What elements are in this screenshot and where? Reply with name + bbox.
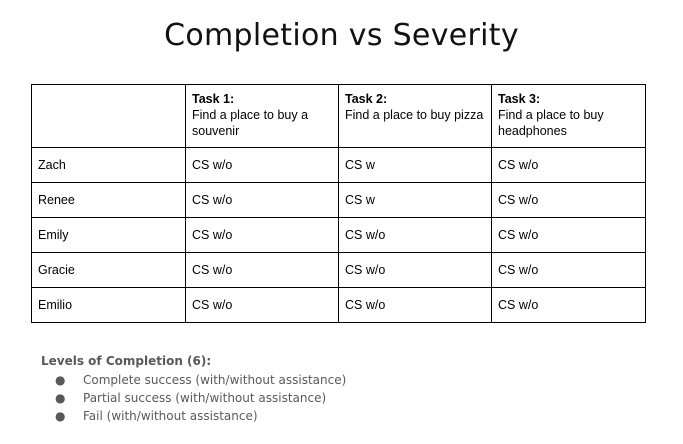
list-item [41, 407, 346, 425]
task-2-label: Task 2: [345, 92, 388, 106]
bullet-icon: ● [55, 391, 66, 405]
result-cell: CS w/o [339, 218, 492, 253]
level-label: Partial success (with/without assistance) [83, 391, 327, 405]
table-corner-cell [32, 85, 186, 148]
result-cell: CS w/o [186, 218, 339, 253]
list-item [41, 371, 346, 389]
table-row [32, 288, 646, 323]
table-row [32, 183, 646, 218]
task-2-header [339, 85, 492, 148]
task-3-header [492, 85, 646, 148]
table-row [32, 253, 646, 288]
completion-levels-legend [41, 354, 346, 425]
bullet-icon: ● [55, 373, 66, 387]
participant-name: Emily [32, 218, 186, 253]
task-2-description: Find a place to buy pizza [345, 108, 484, 122]
task-1-label: Task 1: [192, 92, 235, 106]
result-cell: CS w/o [339, 253, 492, 288]
result-cell: CS w/o [186, 183, 339, 218]
result-cell: CS w [339, 183, 492, 218]
result-cell: CS w/o [339, 288, 492, 323]
task-3-description: Find a place to buy headphones [498, 108, 604, 138]
bullet-icon: ● [55, 409, 66, 423]
table-row [32, 218, 646, 253]
page-title: Completion vs Severity [164, 18, 519, 53]
result-cell: CS w/o [492, 148, 646, 183]
table-row [32, 148, 646, 183]
result-cell: CS w/o [186, 148, 339, 183]
level-label: Fail (with/without assistance) [83, 409, 258, 423]
participant-name: Zach [32, 148, 186, 183]
levels-title: Levels of Completion (6): [41, 354, 212, 368]
participant-name: Renee [32, 183, 186, 218]
table-header-row [32, 85, 646, 148]
result-cell: CS w/o [492, 183, 646, 218]
participant-name: Emilio [32, 288, 186, 323]
result-cell: CS w/o [186, 288, 339, 323]
result-cell: CS w/o [186, 253, 339, 288]
result-cell: CS w/o [492, 218, 646, 253]
result-cell: CS w [339, 148, 492, 183]
levels-list [41, 371, 346, 425]
participant-name: Gracie [32, 253, 186, 288]
result-cell: CS w/o [492, 253, 646, 288]
list-item [41, 389, 346, 407]
task-1-description: Find a place to buy a souvenir [192, 108, 309, 138]
completion-table [31, 84, 646, 323]
task-1-header [186, 85, 339, 148]
level-label: Complete success (with/without assistance) [83, 373, 347, 387]
task-3-label: Task 3: [498, 92, 541, 106]
result-cell: CS w/o [492, 288, 646, 323]
